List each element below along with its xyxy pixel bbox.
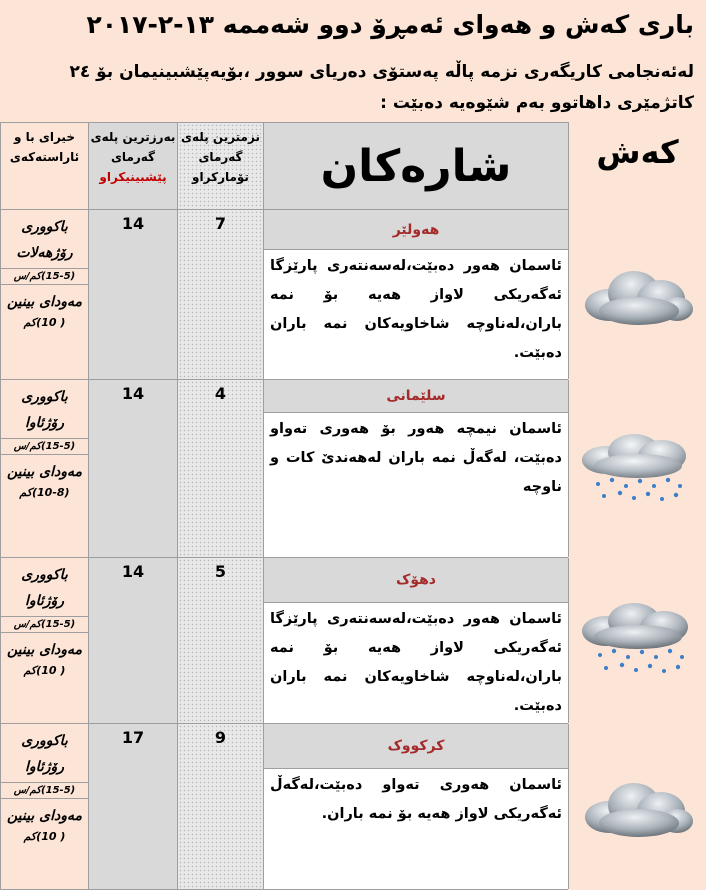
city-name: سلێمانی [264,380,569,413]
city-description: ئاسمان هەور دەبێت،لەسەنتەری پارێزگا ئەگەریکی لاواز هەیە بۆ نمە باران،لەناوچە شاخاویەکان نمە باران دەبێت. [264,603,569,724]
table-row [1,558,706,603]
cloud-icon [579,263,697,327]
city-name: هەولێر [264,210,569,250]
cloud-icon [579,775,697,839]
table-row [1,210,706,250]
weather-icon-cell [569,380,706,558]
city-description: ئاسمان هەوری تەواو دەبێت،لەگەڵ ئەگەریکی لاواز هەیە بۆ نمە باران. [264,769,569,890]
max-temp: 17 [89,724,178,890]
city-description: ئاسمان هەور دەبێت،لەسەنتەری پارێزگا ئەگەریکی لاواز هەیە بۆ نمە باران،لەناوچە شاخاویەکان نمە باران دەبێت. [264,250,569,380]
table-row [1,724,706,769]
table-header-row [1,123,706,210]
header-max-temp: بەرزترین پلەی گەرمای پێشبینیکراو [89,123,178,210]
wind-cell: باکووری رۆژئاوا (15-5)کم/س مەودای بینین (10-8)کم [1,380,89,558]
city-name: دهۆک [264,558,569,603]
weather-icon-cell [569,210,706,380]
min-temp: 4 [178,380,264,558]
max-temp: 14 [89,380,178,558]
wind-cell: باکووری رۆژئاوا (15-5)کم/س مەودای بینین ( 10)کم [1,724,89,890]
header-weather: کەش [569,123,706,210]
max-temp: 14 [89,558,178,724]
weather-icon-cell [569,558,706,724]
max-temp: 14 [89,210,178,380]
min-temp: 9 [178,724,264,890]
header-wind: خیرای با و ئاراستەکەی [1,123,89,210]
page-title: باری کەش و هەوای ئەمڕۆ دوو شەممە ١٣-٢-٢٠١٧ [86,10,694,39]
subtitle-line-1: لەئەنجامی کاریگەری نزمە پاڵە پەستۆی دەریای سوور ،بۆیەپێشبینیمان بۆ ٢٤ [69,62,694,82]
min-temp: 5 [178,558,264,724]
forecast-table [0,122,706,890]
wind-cell: باکووری رۆژهەلات (15-5)کم/س مەودای بینین ( 10)کم [1,210,89,380]
header-cities: شارەکان [264,123,569,210]
subtitle-line-2: کاتژمێری داهاتوو بەم شێوەیە دەبێت : [380,93,694,113]
rain-cloud-icon [576,430,700,508]
min-temp: 7 [178,210,264,380]
wind-cell: باکووری رۆژئاوا (15-5)کم/س مەودای بینین ( 10)کم [1,558,89,724]
rain-cloud-icon [576,601,700,681]
city-description: ئاسمان نیمچە هەور بۆ هەوری تەواو دەبێت، لەگەڵ نمە باران لەهەندێ کات و ناوچە [264,413,569,558]
city-name: کرکووک [264,724,569,769]
header-min-temp: نزمترین پلەی گەرمای تۆمارکراو [178,123,264,210]
table-row [1,380,706,413]
weather-icon-cell [569,724,706,890]
